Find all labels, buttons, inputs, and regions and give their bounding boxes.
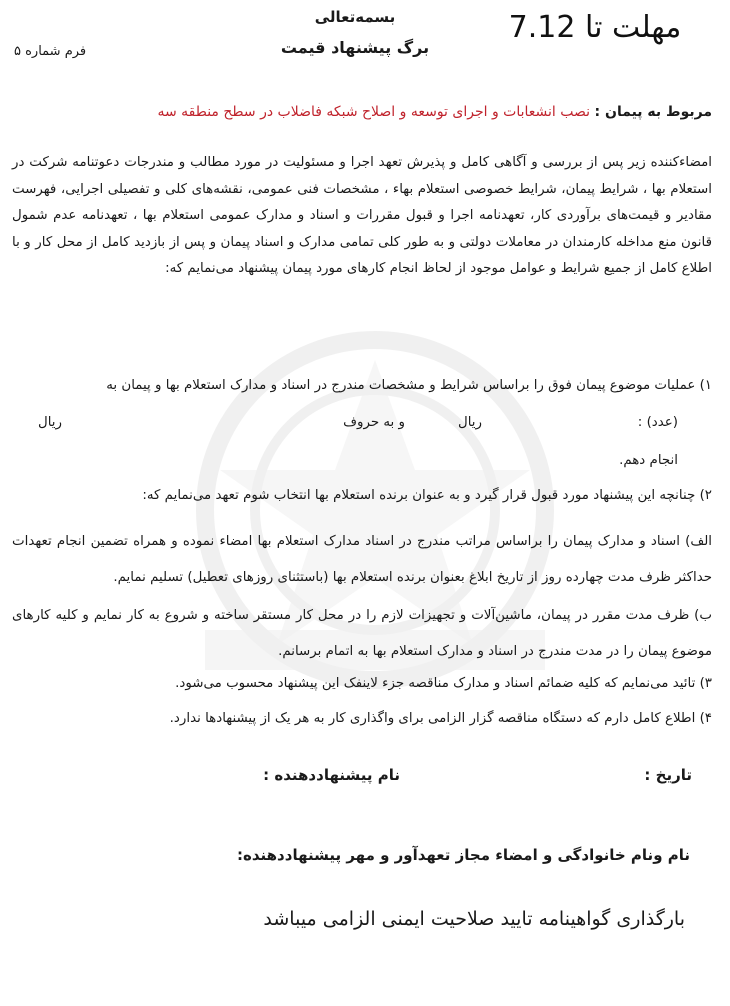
besmellah-heading: بسمه‌تعالی [314,8,396,26]
contract-line [12,104,712,120]
form-title: برگ پیشنهاد قیمت [280,38,430,57]
date-label: تاریخ : [644,766,692,784]
item-2-text: ۲) چنانچه این پیشنهاد مورد قبول قرار گیرد و به عنوان برنده استعلام بها انتخاب شوم تعهد می‌نمایم که: [142,488,712,503]
authorized-signature-label: نام ونام خانوادگی و امضاء مجاز تعهدآور و مهر پیشنهاددهنده: [237,846,690,864]
bidder-name-label: نام پیشنهاددهنده : [263,766,400,784]
deadline-note: مهلت تا 7.12 [508,10,682,45]
rial-label-2: ریال [37,415,62,430]
item-1-text: ۱) عملیات موضوع پیمان فوق را براساس شرایط و مشخصات مندرج در اسناد و مدارک استعلام بها و پیمان به [106,378,712,393]
footer-note: بارگذاری گواهینامه تایید صلاحیت ایمنی الزامی میباشد [263,908,685,930]
item-1-end: انجام دهم. [619,453,678,468]
contract-title: نصب انشعابات و اجرای توسعه و اصلاح شبکه فاضلاب در سطح منطقه سه [157,104,591,120]
item-2-a: الف) اسناد و مدارک پیمان را براساس مراتب مندرج در اسناد مدارک استعلام بها امضاء نموده و همراه تضمین انجام تعهدات حداکثر ظرف مدت چهارده روز از تاریخ ابلاغ بعنوان برنده استعلام بها (باستثنای روزهای تعطیل) تسلیم نمایم. [12,534,712,585]
form-number: فرم شماره ۵ [14,44,87,59]
intro-paragraph: امضاءکننده زیر پس از بررسی و آگاهی کامل و پذیرش تعهد اجرا و مسئولیت در مورد مطالب و مندرجات دعوتنامه شرکت در استعلام بها ، شرایط پیمان، شرایط خصوصی استعلام بهاء ، مشخصات فنی عمومی، نقشه‌های کلی و تفصیلی اجرایی، فهرست مقادیر و قیمت‌های برآوردی کار، تعهدنامه اجرا و قبول مقررات و اسناد و مدارک عمومی استعلام بها ، تعهدنامه عدم شمول قانون منع مداخله کارمندان در معاملات دولتی و به طور کلی تمامی مدارک و اسناد پیمان و پس از بازدید کامل از محل کار و با اطلاع کامل از جمیع شرایط و عوامل موجود از لحاظ انجام کارهای مورد پیمان پیشنهاد می‌نمایم که: [12,155,712,276]
item-4-text: ۴) اطلاع کامل دارم که دستگاه مناقصه گزار الزامی برای واگذاری کار به هر یک از پیشنهادها ندارد. [169,711,712,726]
amount-words-label: و به حروف [343,415,405,430]
amount-digits-label: (عدد) : [637,415,678,430]
item-3-text: ۳) تائید می‌نمایم که کلیه ضمائم اسناد و مدارک مناقصه جزء لاینفک این پیشنهاد محسوب می‌شود. [175,676,712,691]
contract-label: مربوط به پیمان : [594,104,712,120]
rial-label-1: ریال [457,415,482,430]
item-2-b: ب) ظرف مدت مقرر در پیمان، ماشین‌آلات و تجهیزات لازم را در محل کار مستقر ساخته و شروع به کار نمایم و کلیه کارهای موضوع پیمان را در مدت مندرج در اسناد و مدارک استعلام بها به اتمام برسانم. [12,608,712,659]
